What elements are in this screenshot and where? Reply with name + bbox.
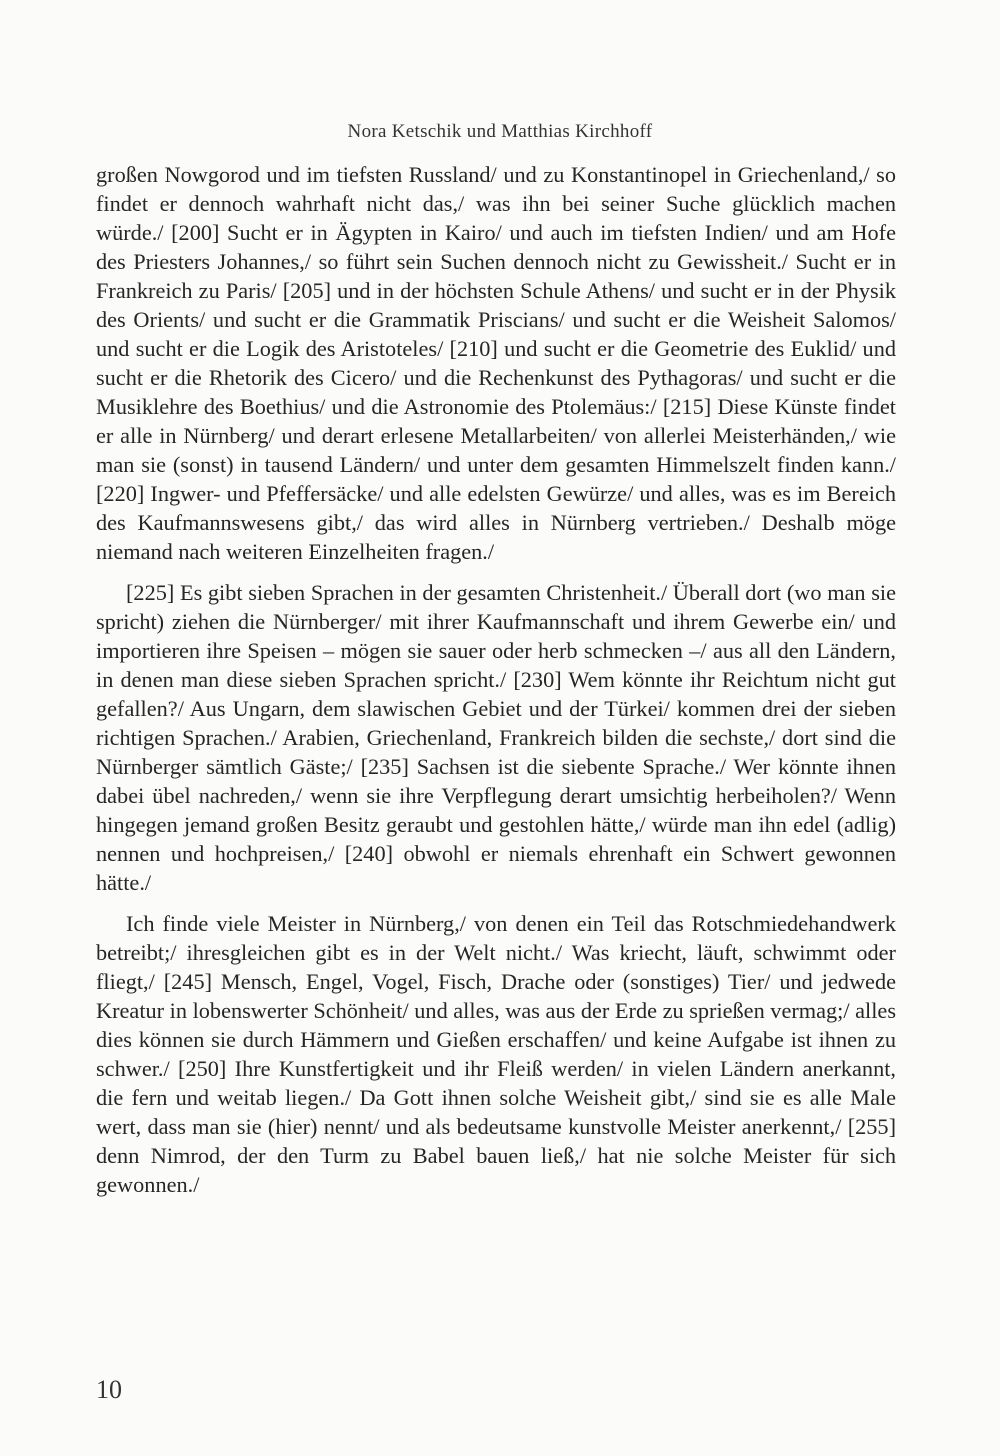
body-text <box>96 160 896 1199</box>
running-head-authors: Nora Ketschik und Matthias Kirchhoff <box>347 121 653 142</box>
paragraph-1: großen Nowgorod und im tiefsten Russland/ und zu Konstantinopel in Griechenland,/ so findet er dennoch wahrhaft nicht das,/ was ihn bei seiner Suche glücklich machen würde./ [200] Sucht er in Ägypten in Kairo/ und auch im tiefsten Indien/ und am Hofe des Priesters Johannes,/ so führt sein Suchen dennoch nicht zu Gewissheit./ Sucht er in Frankreich zu Paris/ [205] und in der höchsten Schule Athens/ und sucht er in der Physik des Orients/ und sucht er die Grammatik Priscians/ und sucht er die Weisheit Salomos/ und sucht er die Logik des Aristoteles/ [210] und sucht er die Geometrie des Euklid/ und sucht er die Rhetorik des Cicero/ und die Rechenkunst des Pythagoras/ und sucht er die Musiklehre des Boethius/ und die Astronomie des Ptolemäus:/ [215] Diese Künste findet er alle in Nürnberg/ und derart erlesene Metallarbeiten/ von allerlei Meisterhänden,/ wie man sie (sonst) in tausend Ländern/ und unter dem gesamten Himmelszelt finden kann./ [220] Ingwer- und Pfeffersäcke/ und alle edelsten Gewürze/ und alles, was es im Bereich des Kaufmannswesens gibt,/ das wird alles in Nürnberg vertrieben./ Deshalb möge niemand nach weiteren Einzelheiten fragen./ <box>96 162 896 564</box>
paragraph-3: Ich finde viele Meister in Nürnberg,/ von denen ein Teil das Rotschmiedehandwerk betreibt;/ ihresgleichen gibt es in der Welt nicht./ Was kriecht, läuft, schwimmt oder fliegt,/ [245] Mensch, Engel, Vogel, Fisch, Drache oder (sonstiges) Tier/ und jedwede Kreatur in lobenswerter Schönheit/ und alles, was aus der Erde zu sprießen vermag;/ alles dies können sie durch Hämmern und Gießen erschaffen/ und keine Aufgabe ist ihnen zu schwer./ [250] Ihre Kunstfertigkeit und ihr Fleiß werden/ in vielen Ländern anerkannt, die fern und weitab liegen./ Da Gott ihnen solche Weisheit gibt,/ sind sie es alle Male wert, dass man sie (hier) nennt/ und als bedeutsame kunstvolle Meister anerkennt,/ [255] denn Nimrod, der den Turm zu Babel bauen ließ,/ hat nie solche Meister für sich gewonnen./ <box>96 911 896 1197</box>
page-number: 10 <box>96 1375 122 1404</box>
paragraph-2: [225] Es gibt sieben Sprachen in der gesamten Christenheit./ Überall dort (wo man sie spricht) ziehen die Nürnberger/ mit ihrer Kaufmannschaft und ihrem Gewerbe ein/ und importieren ihre Speisen – mögen sie sauer oder herb schmecken –/ aus all den Ländern, in denen man diese sieben Sprachen spricht./ [230] Wem könnte ihr Reichtum nicht gut gefallen?/ Aus Ungarn, dem slawischen Gebiet und der Türkei/ kommen drei der sieben richtigen Sprachen./ Arabien, Griechenland, Frankreich bilden die sechste,/ dort sind die Nürnberger sämtlich Gäste;/ [235] Sachsen ist die siebente Sprache./ Wer könnte ihnen dabei übel nachreden,/ wenn sie ihre Verpflegung derart umsichtig herbeiholen?/ Wenn hingegen jemand großen Besitz geraubt und gestohlen hätte,/ würde man ihn edel (adlig) nennen und hochpreisen,/ [240] obwohl er niemals ehrenhaft ein Schwert gewonnen hätte./ <box>96 580 896 895</box>
